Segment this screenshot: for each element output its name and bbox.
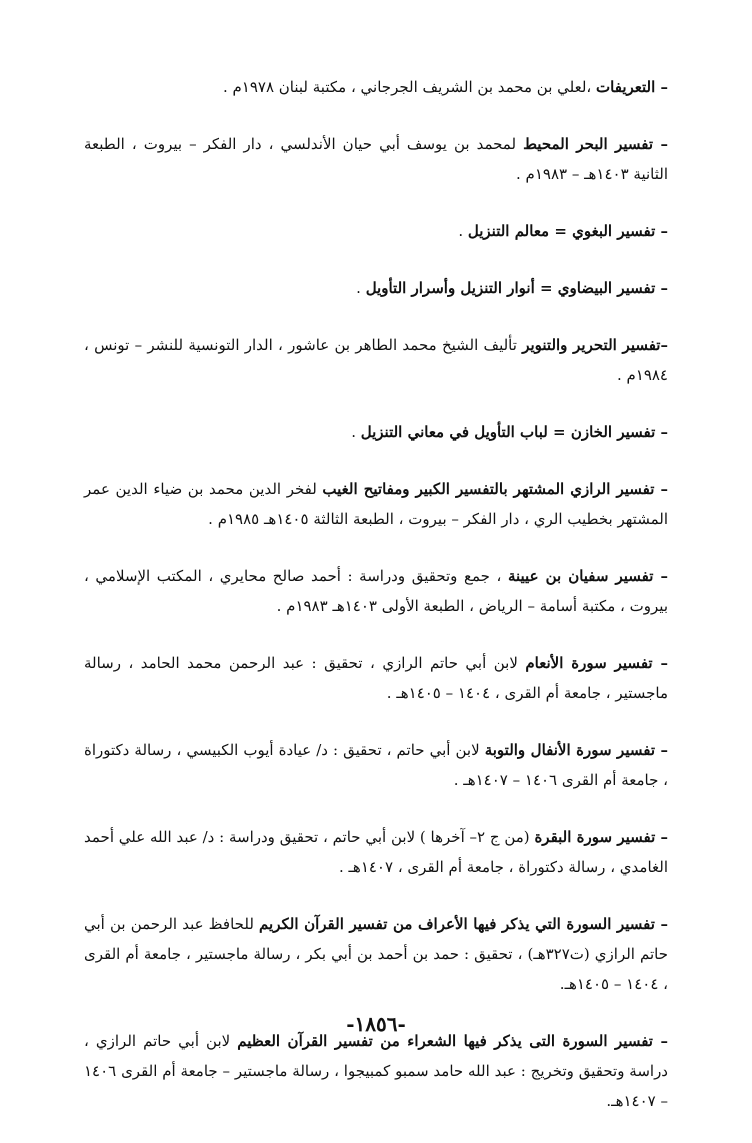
entry-details: ،لعلي بن محمد بن الشريف الجرجاني ، مكتبة لبنان ١٩٧٨م .	[222, 78, 597, 96]
entry-title: – تفسير السورة التى يذكر فيها الشعراء من تفسير القرآن العظيم	[237, 1032, 668, 1050]
bibliography-entry	[84, 330, 668, 390]
entry-details: ، جمع وتحقيق ودراسة : أحمد صالح محايري ، المكتب الإسلامي ، بيروت ، مكتبة أسامة – الرياض ، الطبعة الأولى ١٤٠٣هـ ١٩٨٣م .	[84, 567, 668, 615]
entry-details: لابن أبي حاتم ، تحقيق : د/ عيادة أيوب الكبيسي ، رسالة دكتوراة ، جامعة أم القرى ١٤٠٦ – ١٤٠٧هـ .	[84, 741, 668, 789]
page-number: -١٨٥٦-	[346, 1012, 406, 1036]
entry-title: – التعريفات	[596, 78, 668, 96]
entry-title: – تفسير سورة الأنعام	[525, 654, 669, 672]
entry-details: للحافظ عبد الرحمن بن أبي حاتم الرازي (ت٣٢٧هـ) ، تحقيق : حمد بن أحمد بن أبي بكر ، رسالة ماجستير ، جامعة أم القرى ، ١٤٠٤ – ١٤٠٥هـ.	[84, 915, 668, 993]
entry-title: – تفسير البيضاوي = أنوار التنزيل وأسرار التأويل	[365, 279, 668, 297]
bibliography-entry	[84, 129, 668, 189]
bibliography-entry	[84, 561, 668, 621]
entry-details: لابن أبي حاتم الرازي ، تحقيق : عبد الرحمن محمد الحامد ، رسالة ماجستير ، جامعة أم القرى ، ١٤٠٤ – ١٤٠٥هـ .	[84, 654, 668, 702]
entry-details: .	[351, 423, 361, 441]
entry-title: – تفسير سفيان بن عيينة	[507, 567, 668, 585]
bibliography-entry	[84, 417, 668, 447]
entry-details: تأليف الشيخ محمد الطاهر بن عاشور ، الدار التونسية للنشر – تونس ، ١٩٨٤م .	[84, 336, 668, 384]
bibliography-entry	[84, 216, 668, 246]
bibliography-list	[84, 72, 668, 1143]
entry-title: – تفسير البحر المحيط	[523, 135, 668, 153]
bibliography-entry	[84, 909, 668, 999]
entry-details: لمحمد بن يوسف أبي حيان الأندلسي ، دار الفكر – بيروت ، الطبعة الثانية ١٤٠٣هـ – ١٩٨٣م .	[84, 135, 668, 183]
entry-title: – تفسير سورة البقرة	[534, 828, 668, 846]
bibliography-entry	[84, 72, 668, 102]
bibliography-entry	[84, 273, 668, 303]
entry-title: – تفسير الخازن = لباب التأويل في معاني التنزيل	[360, 423, 668, 441]
entry-details: لابن أبي حاتم الرازي ، دراسة وتحقيق وتخريج : عبد الله حامد سمبو كمبيجوا ، رسالة ماجستير – جامعة أم القرى ١٤٠٦ – ١٤٠٧هـ.	[84, 1032, 668, 1110]
entry-details: لفخر الدين محمد بن ضياء الدين عمر المشتهر بخطيب الري ، دار الفكر – بيروت ، الطبعة الثالثة ١٤٠٥هـ ١٩٨٥م .	[84, 480, 668, 528]
entry-title: – تفسير الرازي المشتهر بالتفسير الكبير ومفاتيح الغيب	[322, 480, 668, 498]
bibliography-entry	[84, 822, 668, 882]
entry-details: .	[356, 279, 366, 297]
bibliography-entry	[84, 648, 668, 708]
bibliography-entry	[84, 735, 668, 795]
entry-title: –تفسير التحرير والتنوير	[522, 336, 668, 354]
entry-title: – تفسير السورة التي يذكر فيها الأعراف من تفسير القرآن الكريم	[259, 915, 669, 933]
entry-details: .	[458, 222, 468, 240]
entry-title: – تفسير سورة الأنفال والتوبة	[484, 741, 669, 759]
entry-details: (من ج ٢– آخرها ) لابن أبي حاتم ، تحقيق ودراسة : د/ عبد الله علي أحمد الغامدي ، رسالة دكتوراة ، جامعة أم القرى ، ١٤٠٧هـ .	[84, 828, 668, 876]
bibliography-entry	[84, 474, 668, 534]
entry-title: – تفسير البغوي = معالم التنزيل	[467, 222, 668, 240]
